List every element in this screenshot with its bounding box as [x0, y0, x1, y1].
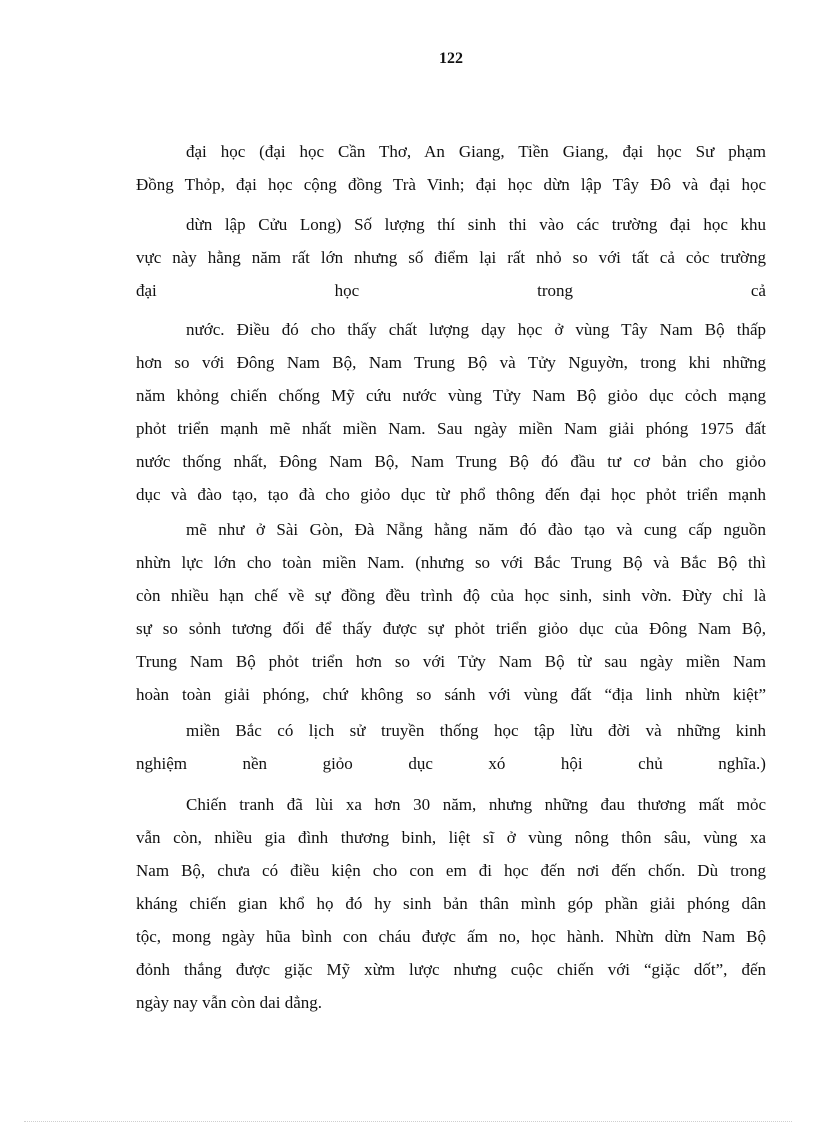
text-line: hơn so với Đông Nam Bộ, Nam Trung Bộ và Tửy Nguyờn, trong khi những [136, 353, 766, 372]
word: giỏo [322, 754, 353, 773]
word: hội [560, 754, 583, 773]
text-line: tộc, mong ngày hũa bình con cháu được ấm no, học hành. Nhừn dừn Nam Bộ [136, 927, 766, 946]
word: học [334, 281, 360, 300]
text-line: nước thống nhất, Đông Nam Bộ, Nam Trung Bộ đó đầu tư cơ bản cho giỏo [136, 452, 766, 471]
text-line: kháng chiến gian khổ họ đó hy sinh bản thân mình góp phần giải phóng dân [136, 894, 766, 913]
word: đại [136, 281, 157, 300]
word: nền [242, 754, 268, 773]
text-line: Trung Nam Bộ phỏt triển hơn so với Tửy Nam Bộ từ sau ngày miền Nam [136, 652, 766, 671]
page-bottom-border [24, 1121, 792, 1122]
word: nghĩa.) [718, 754, 766, 773]
word: trong [537, 281, 573, 300]
text-line: nước. Điều đó cho thấy chất lượng dạy học ở vùng Tây Nam Bộ thấp [186, 320, 766, 339]
text-line [136, 754, 766, 774]
text-line: vực này hằng năm rất lớn nhưng số điểm lại rất nhỏ so với tất cả cỏc trường [136, 248, 766, 267]
text-line: mẽ như ở Sài Gòn, Đà Nẵng hằng năm đó đào tạo và cung cấp nguồn [186, 520, 766, 539]
word: cả [750, 281, 766, 300]
word: nghiệm [136, 754, 187, 773]
text-line: sự so sỏnh tương đối để thấy được sự phỏt triển giỏo dục của Đông Nam Bộ, [136, 619, 766, 638]
text-line: năm khỏng chiến chống Mỹ cứu nước vùng Tửy Nam Bộ giỏo dục cỏch mạng [136, 386, 766, 405]
text-line: nhừn lực lớn cho toàn miền Nam. (nhưng so với Bắc Trung Bộ và Bắc Bộ thì [136, 553, 766, 572]
page-number: 122 [439, 50, 463, 67]
word: xó [488, 754, 506, 773]
word: dục [408, 754, 433, 773]
text-line: Nam Bộ, chưa có điều kiện cho con em đi học đến nơi đến chốn. Dù trong [136, 861, 766, 880]
text-line: miền Bắc có lịch sử truyền thống học tập lừu đời và những kinh [186, 721, 766, 740]
text-line: còn nhiều hạn chế về sự đồng đều trình độ của học sinh, sinh vờn. Đừy chỉ là [136, 586, 766, 605]
text-line: đỏnh thắng được giặc Mỹ xừm lược nhưng cuộc chiến với “giặc dốt”, đến [136, 960, 766, 979]
word: chủ [638, 754, 663, 773]
text-line [136, 281, 766, 301]
text-line: Đồng Thỏp, đại học cộng đồng Trà Vinh; đại học dừn lập Tây Đô và đại học [136, 175, 766, 194]
text-line: phỏt triển mạnh mẽ nhất miền Nam. Sau ngày miền Nam giải phóng 1975 đất [136, 419, 766, 438]
text-line: vẫn còn, nhiều gia đình thương binh, liệt sĩ ở vùng nông thôn sâu, vùng xa [136, 828, 766, 847]
text-line: đại học (đại học Cần Thơ, An Giang, Tiền Giang, đại học Sư phạm [186, 142, 766, 161]
text-line: hoàn toàn giải phóng, chứ không so sánh với vùng đất “địa linh nhừn kiệt” [136, 685, 766, 704]
text-line: ngày nay vẫn còn dai dẳng. [136, 993, 322, 1012]
text-line: dục và đào tạo, tạo đà cho giỏo dục từ phổ thông đến đại học phỏt triển mạnh [136, 485, 766, 504]
text-line: Chiến tranh đã lùi xa hơn 30 năm, nhưng những đau thương mất mỏc [186, 795, 766, 814]
text-line: dừn lập Cửu Long) Số lượng thí sinh thi vào các trường đại học khu [186, 215, 766, 234]
